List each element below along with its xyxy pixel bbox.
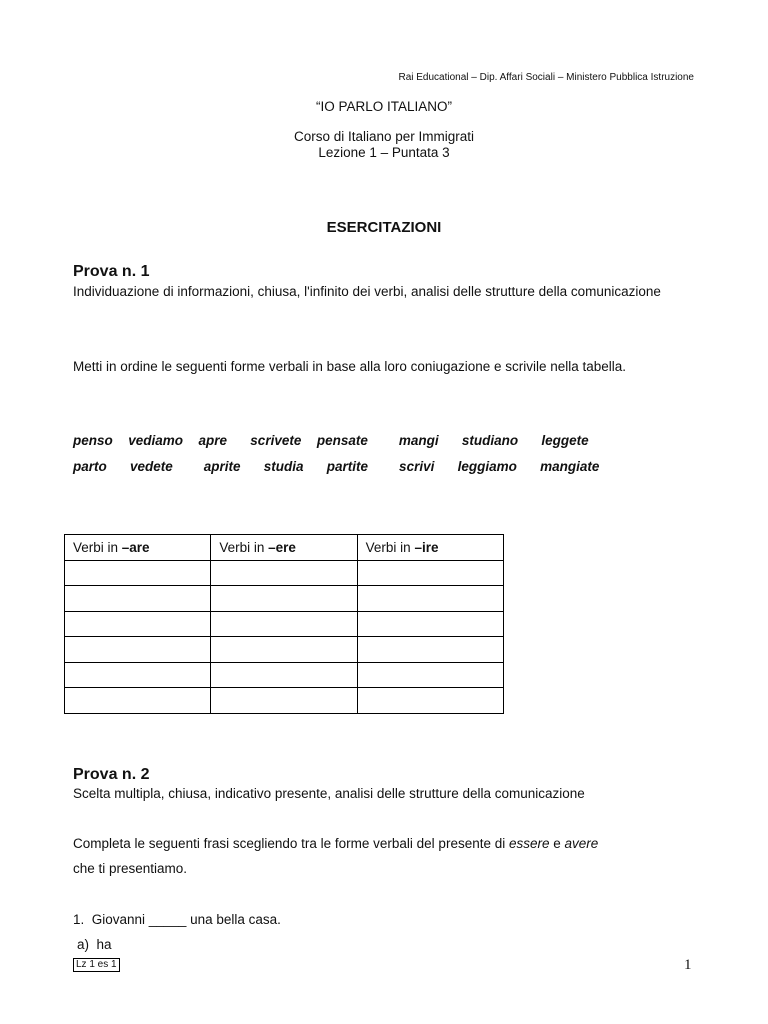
table-row bbox=[65, 637, 504, 663]
question-1: 1. Giovanni _____ una bella casa. bbox=[73, 912, 281, 927]
prova2-title: Prova n. 2 bbox=[73, 766, 150, 783]
instruction-text: Completa le seguenti frasi scegliendo tra le forme verbali del presente di bbox=[73, 836, 509, 851]
prova1-title: Prova n. 1 bbox=[73, 263, 150, 280]
table-cell[interactable] bbox=[357, 662, 503, 688]
header-prefix: Verbi in bbox=[73, 539, 122, 555]
page-number: 1 bbox=[684, 957, 692, 973]
header-ending: –are bbox=[121, 539, 150, 555]
table-cell[interactable] bbox=[65, 662, 211, 688]
table-cell[interactable] bbox=[65, 611, 211, 637]
table-cell[interactable] bbox=[357, 688, 503, 714]
header-ending: –ire bbox=[414, 539, 439, 555]
header-cell-are bbox=[65, 535, 211, 561]
prova1-instruction: Metti in ordine le seguenti forme verbali in base alla loro coniugazione e scrivile nella tabella. bbox=[73, 359, 627, 374]
verb-list-line-1: penso vediamo apre scrivete pensate mangi studiano leggete bbox=[73, 433, 589, 448]
header-lesson: Lezione 1 – Puntata 3 bbox=[318, 145, 450, 160]
table-cell[interactable] bbox=[357, 611, 503, 637]
table-cell[interactable] bbox=[211, 611, 357, 637]
instruction-text: e bbox=[549, 836, 565, 851]
table-row bbox=[65, 560, 504, 586]
header-cell-ire bbox=[357, 535, 503, 561]
option-a[interactable]: a) ha bbox=[77, 937, 112, 952]
table-row bbox=[65, 662, 504, 688]
table-cell[interactable] bbox=[211, 586, 357, 612]
verb-list-line-2: parto vedete aprite studia partite scrivi leggiamo mangiate bbox=[73, 459, 600, 474]
table-cell[interactable] bbox=[211, 637, 357, 663]
prova2-instruction bbox=[73, 831, 694, 856]
table-cell[interactable] bbox=[357, 637, 503, 663]
instruction-emphasis-avere: avere bbox=[564, 836, 599, 851]
table-cell[interactable] bbox=[357, 560, 503, 586]
header-cell-ere bbox=[211, 535, 357, 561]
table-cell[interactable] bbox=[211, 688, 357, 714]
table-cell[interactable] bbox=[65, 560, 211, 586]
table-cell[interactable] bbox=[65, 586, 211, 612]
instruction-emphasis-essere: essere bbox=[508, 836, 550, 851]
header-prefix: Verbi in bbox=[365, 539, 415, 555]
table-cell[interactable] bbox=[357, 586, 503, 612]
table-row bbox=[65, 611, 504, 637]
prova1-description: Individuazione di informazioni, chiusa, l'infinito dei verbi, analisi delle strutture della comunicazione bbox=[73, 284, 661, 299]
header-org-line: Rai Educational – Dip. Affari Sociali – Ministero Pubblica Istruzione bbox=[398, 72, 694, 83]
table-row bbox=[65, 688, 504, 714]
header-ending: –ere bbox=[268, 539, 296, 555]
prova2-instruction-end: che ti presentiamo. bbox=[73, 861, 188, 876]
table-cell[interactable] bbox=[65, 637, 211, 663]
section-title: ESERCITAZIONI bbox=[326, 219, 442, 236]
footer-code: Lz 1 es 1 bbox=[73, 958, 120, 972]
header-prefix: Verbi in bbox=[219, 539, 269, 555]
verb-table bbox=[64, 534, 504, 714]
table-cell[interactable] bbox=[211, 662, 357, 688]
table-cell[interactable] bbox=[211, 560, 357, 586]
prova2-description: Scelta multipla, chiusa, indicativo presente, analisi delle strutture della comunicazione bbox=[73, 786, 585, 801]
table-row bbox=[65, 586, 504, 612]
table-header-row bbox=[65, 535, 504, 561]
header-program-title: “IO PARLO ITALIANO” bbox=[315, 99, 453, 114]
table-cell[interactable] bbox=[65, 688, 211, 714]
header-course: Corso di Italiano per Immigrati bbox=[293, 129, 475, 144]
